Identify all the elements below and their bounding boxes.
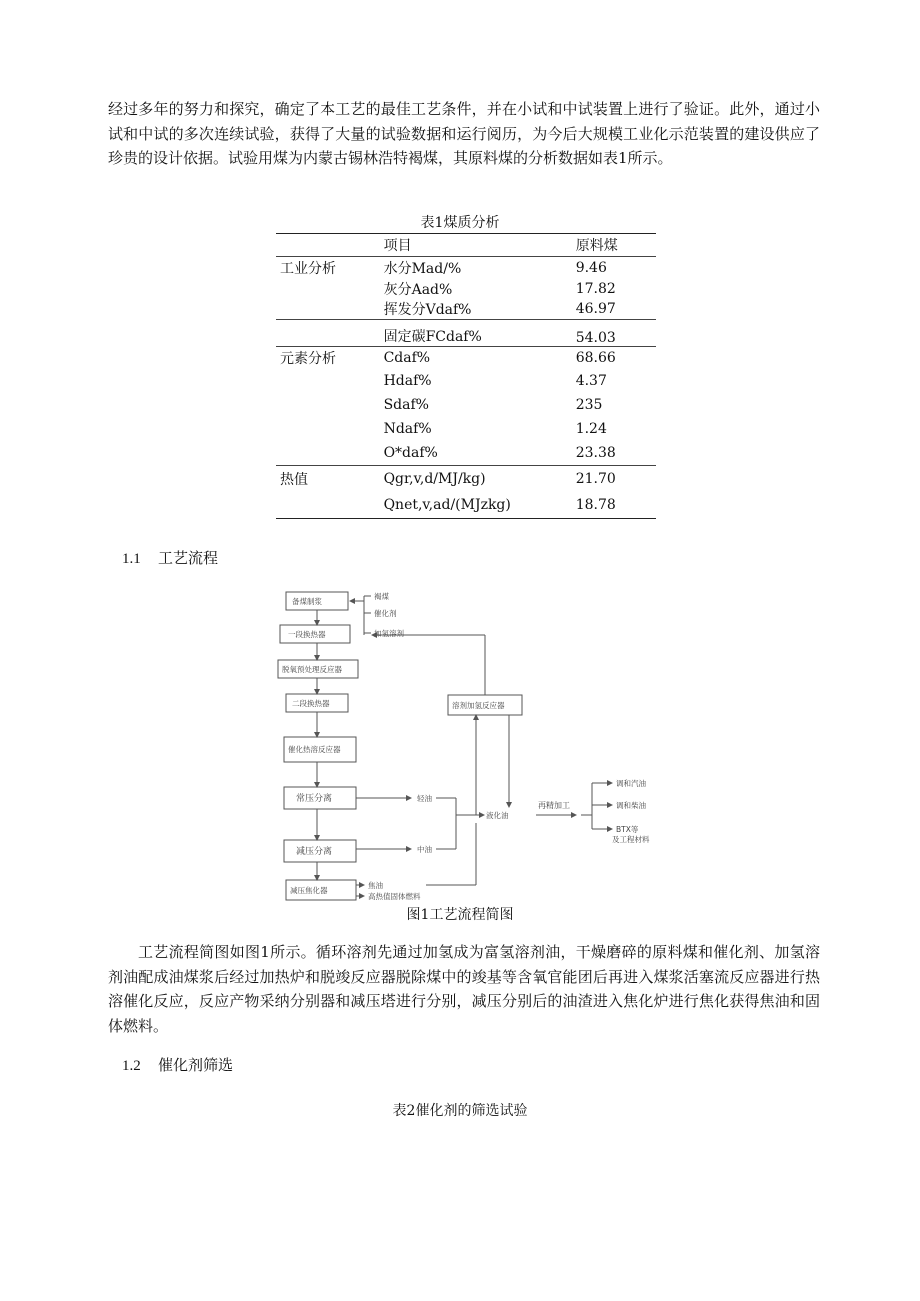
row-group (276, 417, 380, 441)
product-gasoline: 调和汽油 (616, 779, 646, 788)
label-refining: 再精加工 (538, 801, 570, 810)
row-value: 9.46 (572, 257, 656, 280)
row-value: 54.03 (572, 320, 656, 347)
label-medium-oil: 中油 (417, 845, 432, 854)
section-title: 催化剂筛选 (158, 1056, 234, 1074)
product-btx: BTX等 (616, 825, 639, 834)
row-item: Qgr,v,d/MJ/kg) (380, 466, 572, 493)
row-value: 235 (575, 397, 603, 413)
row-value: 4.37 (575, 373, 607, 389)
row-item: Cdaf% (380, 347, 572, 370)
figure1-caption: 图1工艺流程简图 (406, 907, 514, 923)
row-value: 68.66 (572, 347, 656, 370)
label-prep: 备煤制浆 (292, 597, 322, 606)
label-hx2: 二段换热器 (292, 699, 330, 708)
label-deoxy: 脱氧预处理反应器 (282, 665, 342, 674)
label-hx1: 一段换热器 (288, 630, 326, 639)
label-cat-reactor: 催化热溶反应器 (288, 745, 341, 754)
process-flow-diagram (276, 583, 666, 903)
row-item: Ndaf% (383, 421, 432, 437)
row-item: 水分Mad/% (380, 257, 572, 280)
section-title: 工艺流程 (158, 549, 219, 567)
row-value: 46.97 (575, 301, 616, 317)
label-high-heat-fuel: 高热值固体燃料 (368, 892, 421, 901)
product-diesel: 调和柴油 (616, 801, 646, 810)
label-coker: 减压焦化器 (290, 886, 328, 895)
table-row (276, 279, 656, 299)
label-solvent-hydro: 溶剂加氢反应器 (452, 701, 505, 710)
table-row (276, 393, 656, 417)
table-row (276, 417, 656, 441)
table2-caption: 表2催化剂的筛选试验 (392, 1103, 528, 1119)
row-group (276, 320, 380, 347)
input-lignite: 褐煤 (374, 592, 389, 601)
row-item: 灰分Aad% (383, 282, 453, 298)
row-value: 18.78 (572, 492, 656, 519)
table-row (276, 466, 656, 493)
label-liquefied-oil: 液化油 (486, 811, 509, 820)
table-row (276, 347, 656, 370)
row-item: Hdaf% (383, 373, 432, 389)
row-value: 21.70 (572, 466, 656, 493)
row-value: 23.38 (575, 445, 616, 461)
table-row (276, 299, 656, 320)
table-row (276, 441, 656, 466)
row-item: O*daf% (383, 445, 438, 461)
row-group (276, 492, 380, 519)
table-row (276, 320, 656, 347)
header-group (276, 234, 380, 257)
input-hydro-solvent: 加氢溶剂 (374, 629, 404, 638)
row-item: 固定碳FCdaf% (380, 320, 572, 347)
input-catalyst: 催化剂 (374, 609, 397, 618)
row-item: Sdaf% (383, 397, 429, 413)
table-header-row (276, 234, 656, 257)
row-group (276, 393, 380, 417)
section-1-1-heading (122, 547, 218, 568)
section-1-2-heading (122, 1054, 233, 1075)
row-group: 热值 (276, 466, 380, 493)
label-vac-sep: 减压分离 (296, 847, 333, 857)
table-row (276, 369, 656, 393)
row-group: 元素分析 (276, 347, 380, 370)
intro-paragraph: 经过多年的努力和探究，确定了本工艺的最佳工艺条件，并在小试和中试装置上进行了验证。此外，通过小试和中试的多次连续试验，获得了大量的试验数据和运行阅历，为今后大规模工业化示范装置的建设供应了珍贵的设计依据。试验用煤为内蒙古锡林浩特褐煤，其原料煤的分析数据如表1所示。 (108, 100, 820, 167)
process-paragraph: 工艺流程简图如图1所示。循环溶剂先通过加氢成为富氢溶剂油，干燥磨碎的原料煤和催化剂、加氢溶剂油配成油煤浆后经过加热炉和脱竣反应器脱除煤中的竣基等含氧官能团后再进入煤浆活塞流反应器进行热溶催化反应，反应产物采纳分别器和减压塔进行分别，减压分别后的油渣进入焦化炉进行焦化获得焦油和固体燃料。 (108, 943, 820, 1035)
coal-analysis-table (276, 233, 656, 519)
row-group (276, 369, 380, 393)
row-item: 挥发分Vdaf% (383, 302, 472, 318)
row-group: 工业分析 (276, 257, 380, 280)
table1-caption: 表1煤质分析 (420, 215, 500, 231)
section-number: 1.1 (122, 551, 141, 567)
row-value: 17.82 (575, 281, 616, 297)
section-number: 1.2 (122, 1058, 141, 1074)
row-value: 1.24 (575, 421, 607, 437)
label-coke-oil: 焦油 (368, 881, 383, 890)
row-group (276, 299, 380, 320)
row-item: Qnet,v,ad/(MJzkg) (380, 492, 572, 519)
table-row (276, 257, 656, 280)
row-group (276, 441, 380, 466)
row-group (276, 279, 380, 299)
header-value: 原料煤 (572, 234, 656, 257)
label-light-oil: 轻油 (417, 794, 432, 803)
table-row (276, 492, 656, 519)
label-atm-sep: 常压分离 (296, 794, 333, 804)
product-materials: 及工程材料 (612, 835, 650, 844)
header-item: 项目 (380, 234, 572, 257)
